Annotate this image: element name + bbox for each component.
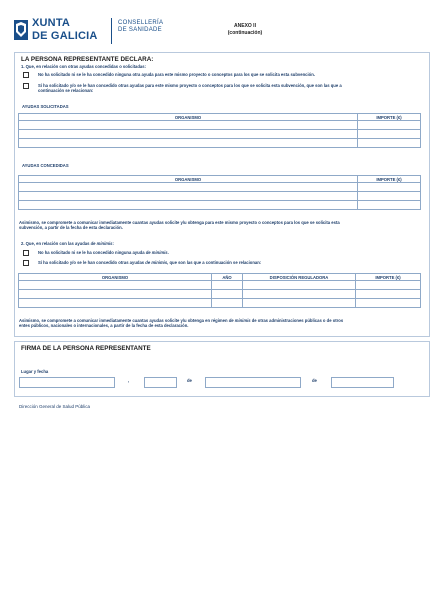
importe-cell[interactable] — [356, 281, 421, 290]
question-2-suffix: : — [112, 241, 114, 246]
place-input[interactable] — [19, 377, 115, 388]
dept-line-1: CONSELLERÍA — [118, 20, 164, 26]
commitment-1-line-2: subvención, a partir de la fecha de esta declaración. — [19, 225, 123, 230]
table-row — [19, 201, 421, 210]
question-2 — [21, 241, 114, 246]
concedidas-table — [18, 175, 421, 210]
logo-wordmark — [32, 18, 98, 42]
importe-cell[interactable] — [358, 201, 421, 210]
commitment-1 — [19, 220, 424, 230]
table-row — [19, 192, 421, 201]
importe-cell[interactable] — [358, 139, 421, 148]
organismo-cell[interactable] — [19, 192, 358, 201]
disposicion-cell[interactable] — [243, 290, 356, 299]
organismo-cell[interactable] — [19, 183, 358, 192]
annex-title: ANEXO II — [234, 23, 256, 29]
importe-cell[interactable] — [356, 299, 421, 308]
importe-cell[interactable] — [358, 121, 421, 130]
table-header-row — [19, 176, 421, 183]
option-other-aid-line-2: continuación se relacionan: — [38, 88, 94, 93]
comma-separator: , — [128, 378, 130, 383]
place-date-label: Lugar y fecha — [21, 369, 49, 374]
col-importe: IMPORTE (€) — [356, 274, 421, 281]
organismo-cell[interactable] — [19, 299, 212, 308]
commitment-1-line-1: Asimismo, se compromete a comunicar inmediatamente cuantas ayudas solicite y/u obtenga para este mismo proyecto o conceptos para los que se solicita esta — [19, 220, 340, 225]
logo-separator — [111, 18, 112, 44]
option-minimis-suffix: , que son las que a continuación se relacionan: — [167, 260, 262, 265]
signature-title: FIRMA DE LA PERSONA REPRESENTANTE — [21, 345, 151, 352]
month-input[interactable] — [205, 377, 301, 388]
dept-line-2: DE SANIDADE — [118, 27, 162, 33]
commitment-2-suffix: de otras administraciones públicas o de otros — [250, 318, 344, 323]
checkbox-minimis[interactable] — [23, 260, 29, 266]
organismo-cell[interactable] — [19, 121, 358, 130]
col-organismo: ORGANISMO — [19, 114, 358, 121]
commitment-2 — [19, 318, 424, 328]
table-header-row — [19, 274, 421, 281]
logo-line-1: XUNTA — [32, 17, 71, 29]
department-name — [118, 20, 163, 34]
annex-subtitle: (continuación) — [227, 30, 263, 36]
commitment-2-line-2: entes públicos, nacionales o internacionales, a partir de la fecha de esta declaración. — [19, 323, 189, 328]
option-no-minimis — [38, 250, 169, 255]
option-other-aid-line-1: Sí ha solicitado y/o se le han concedido otras ayudas para este mismo proyecto o conceptos para los que se solicita esta subvención, que son las que a — [38, 83, 342, 88]
table-row — [19, 281, 421, 290]
anio-cell[interactable] — [212, 290, 243, 299]
declaration-title: LA PERSONA REPRESENTANTE DECLARA: — [21, 56, 154, 63]
option-minimis-italic: de minimis — [145, 260, 168, 265]
importe-cell[interactable] — [358, 130, 421, 139]
organismo-cell[interactable] — [19, 130, 358, 139]
table-header-row — [19, 114, 421, 121]
table-row — [19, 139, 421, 148]
option-no-other-aid: No ha solicitado ni se le ha concedido ninguna otra ayuda para este mismo proyecto o conceptos para los que se solicita esta subvención. — [38, 72, 315, 77]
concedidas-label: AYUDAS CONCEDIDAS — [22, 163, 69, 168]
anio-cell[interactable] — [212, 281, 243, 290]
importe-cell[interactable] — [358, 183, 421, 192]
option-other-aid — [38, 83, 423, 93]
table-row — [19, 121, 421, 130]
option-minimis-prefix: Sí ha solicitado y/o se le han concedido otras ayudas — [38, 260, 146, 265]
de-separator-1: de — [187, 378, 192, 383]
table-row — [19, 299, 421, 308]
table-row — [19, 130, 421, 139]
option-minimis — [38, 260, 261, 265]
organismo-cell[interactable] — [19, 201, 358, 210]
disposicion-cell[interactable] — [243, 299, 356, 308]
col-importe: IMPORTE (€) — [358, 114, 421, 121]
logo-line-2: DE GALICIA — [32, 30, 98, 42]
option-no-minimis-italic: de minimis — [145, 250, 168, 255]
question-2-italic: de minimis — [90, 241, 113, 246]
solicitadas-label: AYUDAS SOLICITADAS — [22, 104, 69, 109]
question-2-prefix: 2. Que, en relación con las ayudas — [21, 241, 91, 246]
checkbox-no-other-aid[interactable] — [23, 72, 29, 78]
year-input[interactable] — [331, 377, 394, 388]
importe-cell[interactable] — [358, 192, 421, 201]
day-input[interactable] — [144, 377, 177, 388]
minimis-table — [18, 273, 421, 308]
col-disposicion: DISPOSICIÓN REGULADORA — [243, 274, 356, 281]
col-organismo: ORGANISMO — [19, 274, 212, 281]
de-separator-2: de — [312, 378, 317, 383]
commitment-2-italic: de minimis — [228, 318, 251, 323]
table-row — [19, 183, 421, 192]
col-importe: IMPORTE (€) — [358, 176, 421, 183]
annex-heading — [205, 23, 285, 37]
anio-cell[interactable] — [212, 299, 243, 308]
col-organismo: ORGANISMO — [19, 176, 358, 183]
organismo-cell[interactable] — [19, 281, 212, 290]
organismo-cell[interactable] — [19, 290, 212, 299]
solicitadas-table — [18, 113, 421, 148]
disposicion-cell[interactable] — [243, 281, 356, 290]
footer-text: Dirección General de Salud Pública — [19, 404, 91, 409]
table-row — [19, 290, 421, 299]
importe-cell[interactable] — [356, 290, 421, 299]
organismo-cell[interactable] — [19, 139, 358, 148]
commitment-2-prefix: Asimismo, se compromete a comunicar inmediatamente cuantas ayudas solicite y/u obtenga en régimen — [19, 318, 229, 323]
col-anio: AÑO — [212, 274, 243, 281]
option-no-minimis-prefix: No ha solicitado ni se le ha concedido ninguna ayuda — [38, 250, 146, 255]
option-no-minimis-suffix: . — [167, 250, 169, 255]
checkbox-no-minimis[interactable] — [23, 250, 29, 256]
question-1: 1. Que, en relación con otras ayudas concedidas o solicitadas: — [21, 64, 146, 69]
galicia-emblem-icon — [14, 20, 28, 40]
checkbox-other-aid[interactable] — [23, 83, 29, 89]
xunta-logo — [14, 17, 164, 46]
